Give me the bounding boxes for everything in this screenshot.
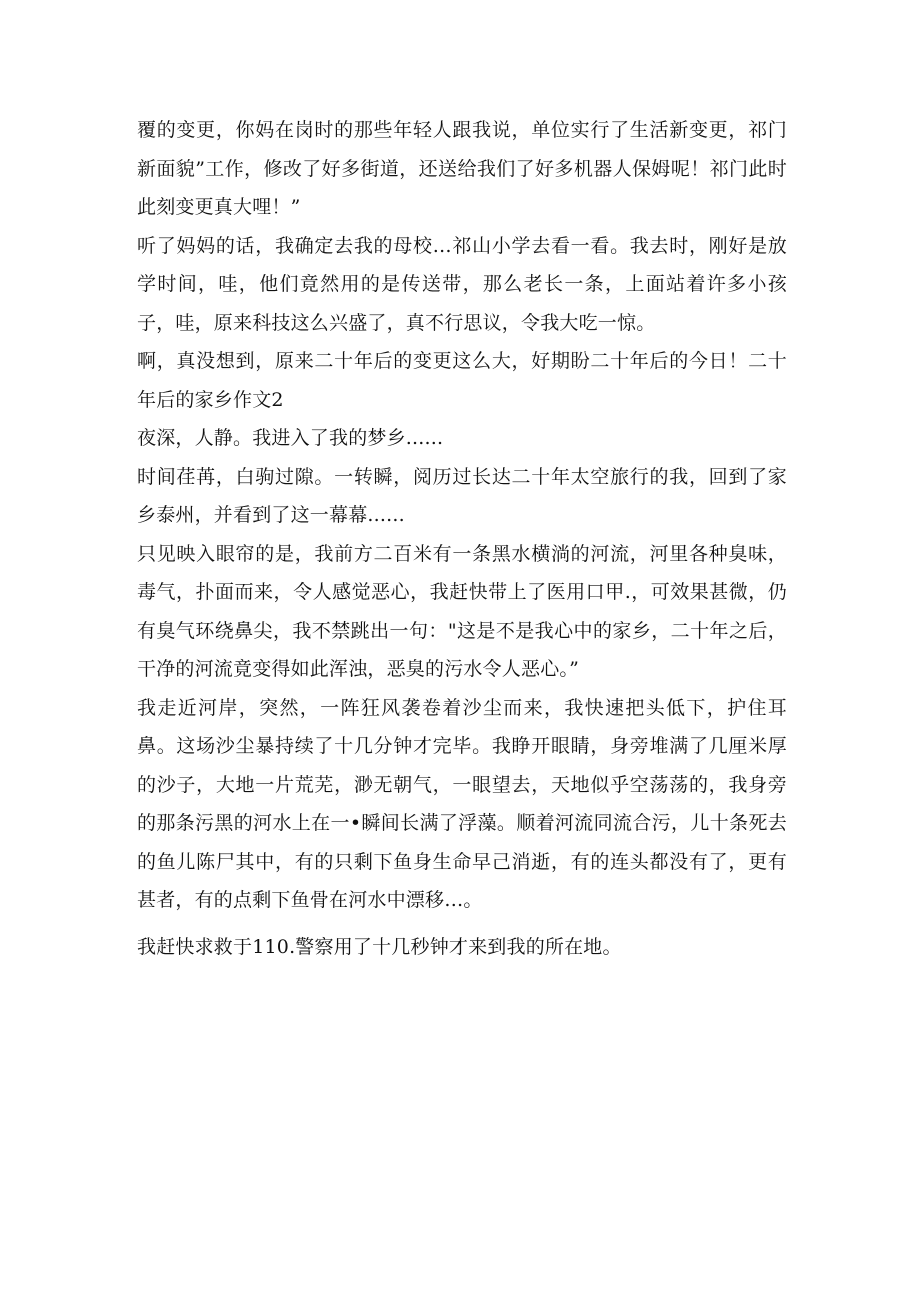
paragraph-8: 我赶快求救于110.警察用了十几秒钟才来到我的所在地。 xyxy=(137,935,622,958)
paragraph-2: 听了妈妈的话，我确定去我的母校…祁山小学去看一看。我去时，刚好是放学时间，哇，他们竟然用的是传送带，那么老长一条，上面站着许多小孩子，哇，原来科技这么兴盛了，真不行思议，令我大吃一惊。 xyxy=(137,234,787,334)
paragraph-3: 啊，真没想到，原来二十年后的变更这么大，好期盼二十年后的今日！二十年后的家乡作文2 xyxy=(137,350,787,411)
paragraph-5: 时间荏苒，白驹过隙。一转瞬，阅历过长达二十年太空旅行的我，回到了家乡泰州，并看到了这一幕幕...... xyxy=(137,465,787,526)
paragraph-1: 覆的变更，你妈在岗时的那些年轻人跟我说，单位实行了生活新变更，祁门新面貌”工作，修改了好多街道，还送给我们了好多机器人保姆呢！祁门此时此刻变更真大哩！” xyxy=(137,119,787,218)
document-body xyxy=(137,111,787,966)
paragraph-6: 只见映入眼帘的是，我前方二百米有一条黑水横淌的河流，河里各种臭味，毒气，扑面而来，令人感觉恶心，我赶快带上了医用口甲.，可效果甚微，仍有臭气环绕鼻尖，我不禁跳出一句："这是不是我心中的家乡，二十年之后，干净的河流竟变得如此浑浊，恶臭的污水令人恶心。” xyxy=(137,542,787,680)
paragraph-7: 我走近河岸，突然，一阵狂风袭卷着沙尘而来，我快速把头低下，护住耳鼻。这场沙尘暴持续了十几分钟才完毕。我睁开眼睛，身旁堆满了几厘米厚的沙子，大地一片荒芜，渺无朝气，一眼望去，天地似乎空荡荡的，我身旁的那条污黑的河水上在一•瞬间长满了浮藻。顺着河流同流合污，儿十条死去的鱼儿陈尸其中，有的只剩下鱼身生命早己消逝，有的连头都没有了，更有甚者，有的点剩下鱼骨在河水中漂移…。 xyxy=(137,696,787,911)
paragraph-4: 夜深，人静。我进入了我的梦乡...... xyxy=(137,427,444,449)
